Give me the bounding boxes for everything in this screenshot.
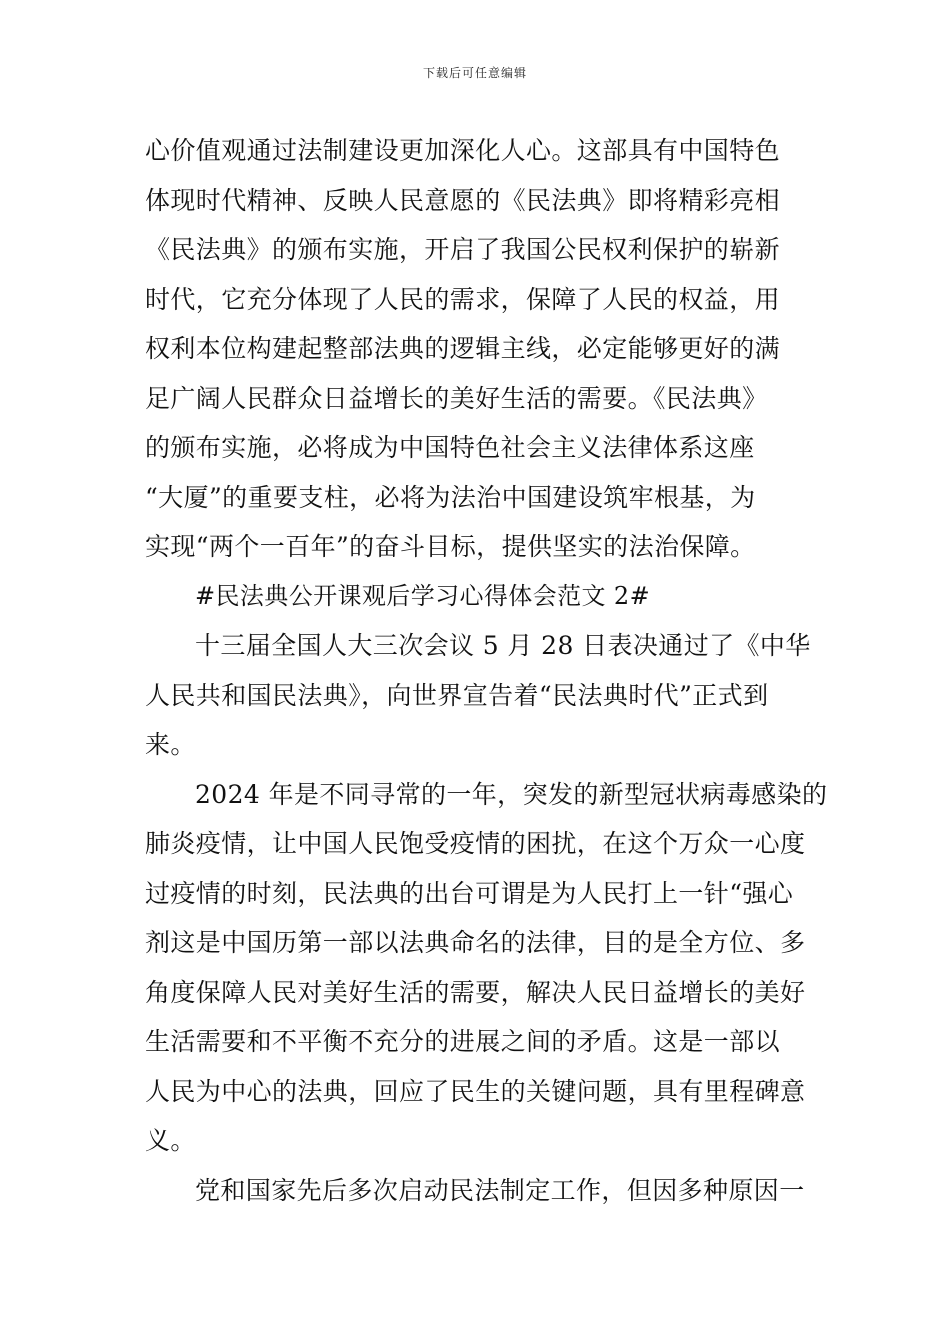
text-line: “大厦”的重要支柱，必将为法治中国建设筑牢根基，为 (145, 482, 756, 512)
text-line: 角度保障人民对美好生活的需要，解决人民日益增长的美好 (145, 977, 806, 1007)
section-heading: #民法典公开课观后学习心得体会范文 2# (195, 581, 651, 610)
text-line: 人民共和国民法典》，向世界宣告着“民法典时代”正式到 (145, 680, 769, 710)
text-line: 肺炎疫情，让中国人民饱受疫情的困扰，在这个万众一心度 (145, 829, 806, 858)
text-line: 过疫情的时刻，民法典的出台可谓是为人民打上一针“强心 (145, 878, 794, 908)
text-line: 实现“两个一百年”的奋斗目标，提供坚实的法治保障。 (145, 532, 756, 561)
text-line: 的颁布实施，必将成为中国特色社会主义法律体系这座 (145, 433, 755, 462)
page-header: 下载后可任意编辑 (422, 66, 527, 80)
paragraph-start: 十三届全国人大三次会议 5 月 28 日表决通过了《中华 (195, 631, 811, 660)
text-line: 剂这是中国历第一部以法典命名的法律，目的是全方位、多 (145, 928, 806, 957)
text-line: 《民法典》的颁布实施，开启了我国公民权利保护的崭新 (145, 235, 781, 264)
text-line: 时代，它充分体现了人民的需求，保障了人民的权益，用 (145, 284, 781, 314)
text-line: 人民为中心的法典，回应了民生的关键问题，具有里程碑意 (145, 1076, 806, 1106)
text-line: 足广阔人民群众日益增长的美好生活的需要。《民法典》 (145, 383, 768, 413)
paragraph-start: 党和国家先后多次启动民法制定工作，但因多种原因一 (195, 1175, 805, 1205)
text-line: 权利本位构建起整部法典的逻辑主线，必定能够更好的满 (145, 334, 781, 363)
text-line: 来。 (145, 730, 196, 759)
document-body (145, 126, 828, 1215)
paragraph-start: 2024 年是不同寻常的一年，突发的新型冠状病毒感染的 (195, 779, 828, 809)
text-line: 生活需要和不平衡不充分的进展之间的矛盾。这是一部以 (145, 1027, 781, 1056)
text-line: 心价值观通过法制建设更加深化人心。这部具有中国特色 (145, 136, 781, 165)
text-line: 义。 (145, 1126, 196, 1155)
text-line: 体现时代精神、反映人民意愿的《民法典》即将精彩亮相 (145, 185, 781, 215)
